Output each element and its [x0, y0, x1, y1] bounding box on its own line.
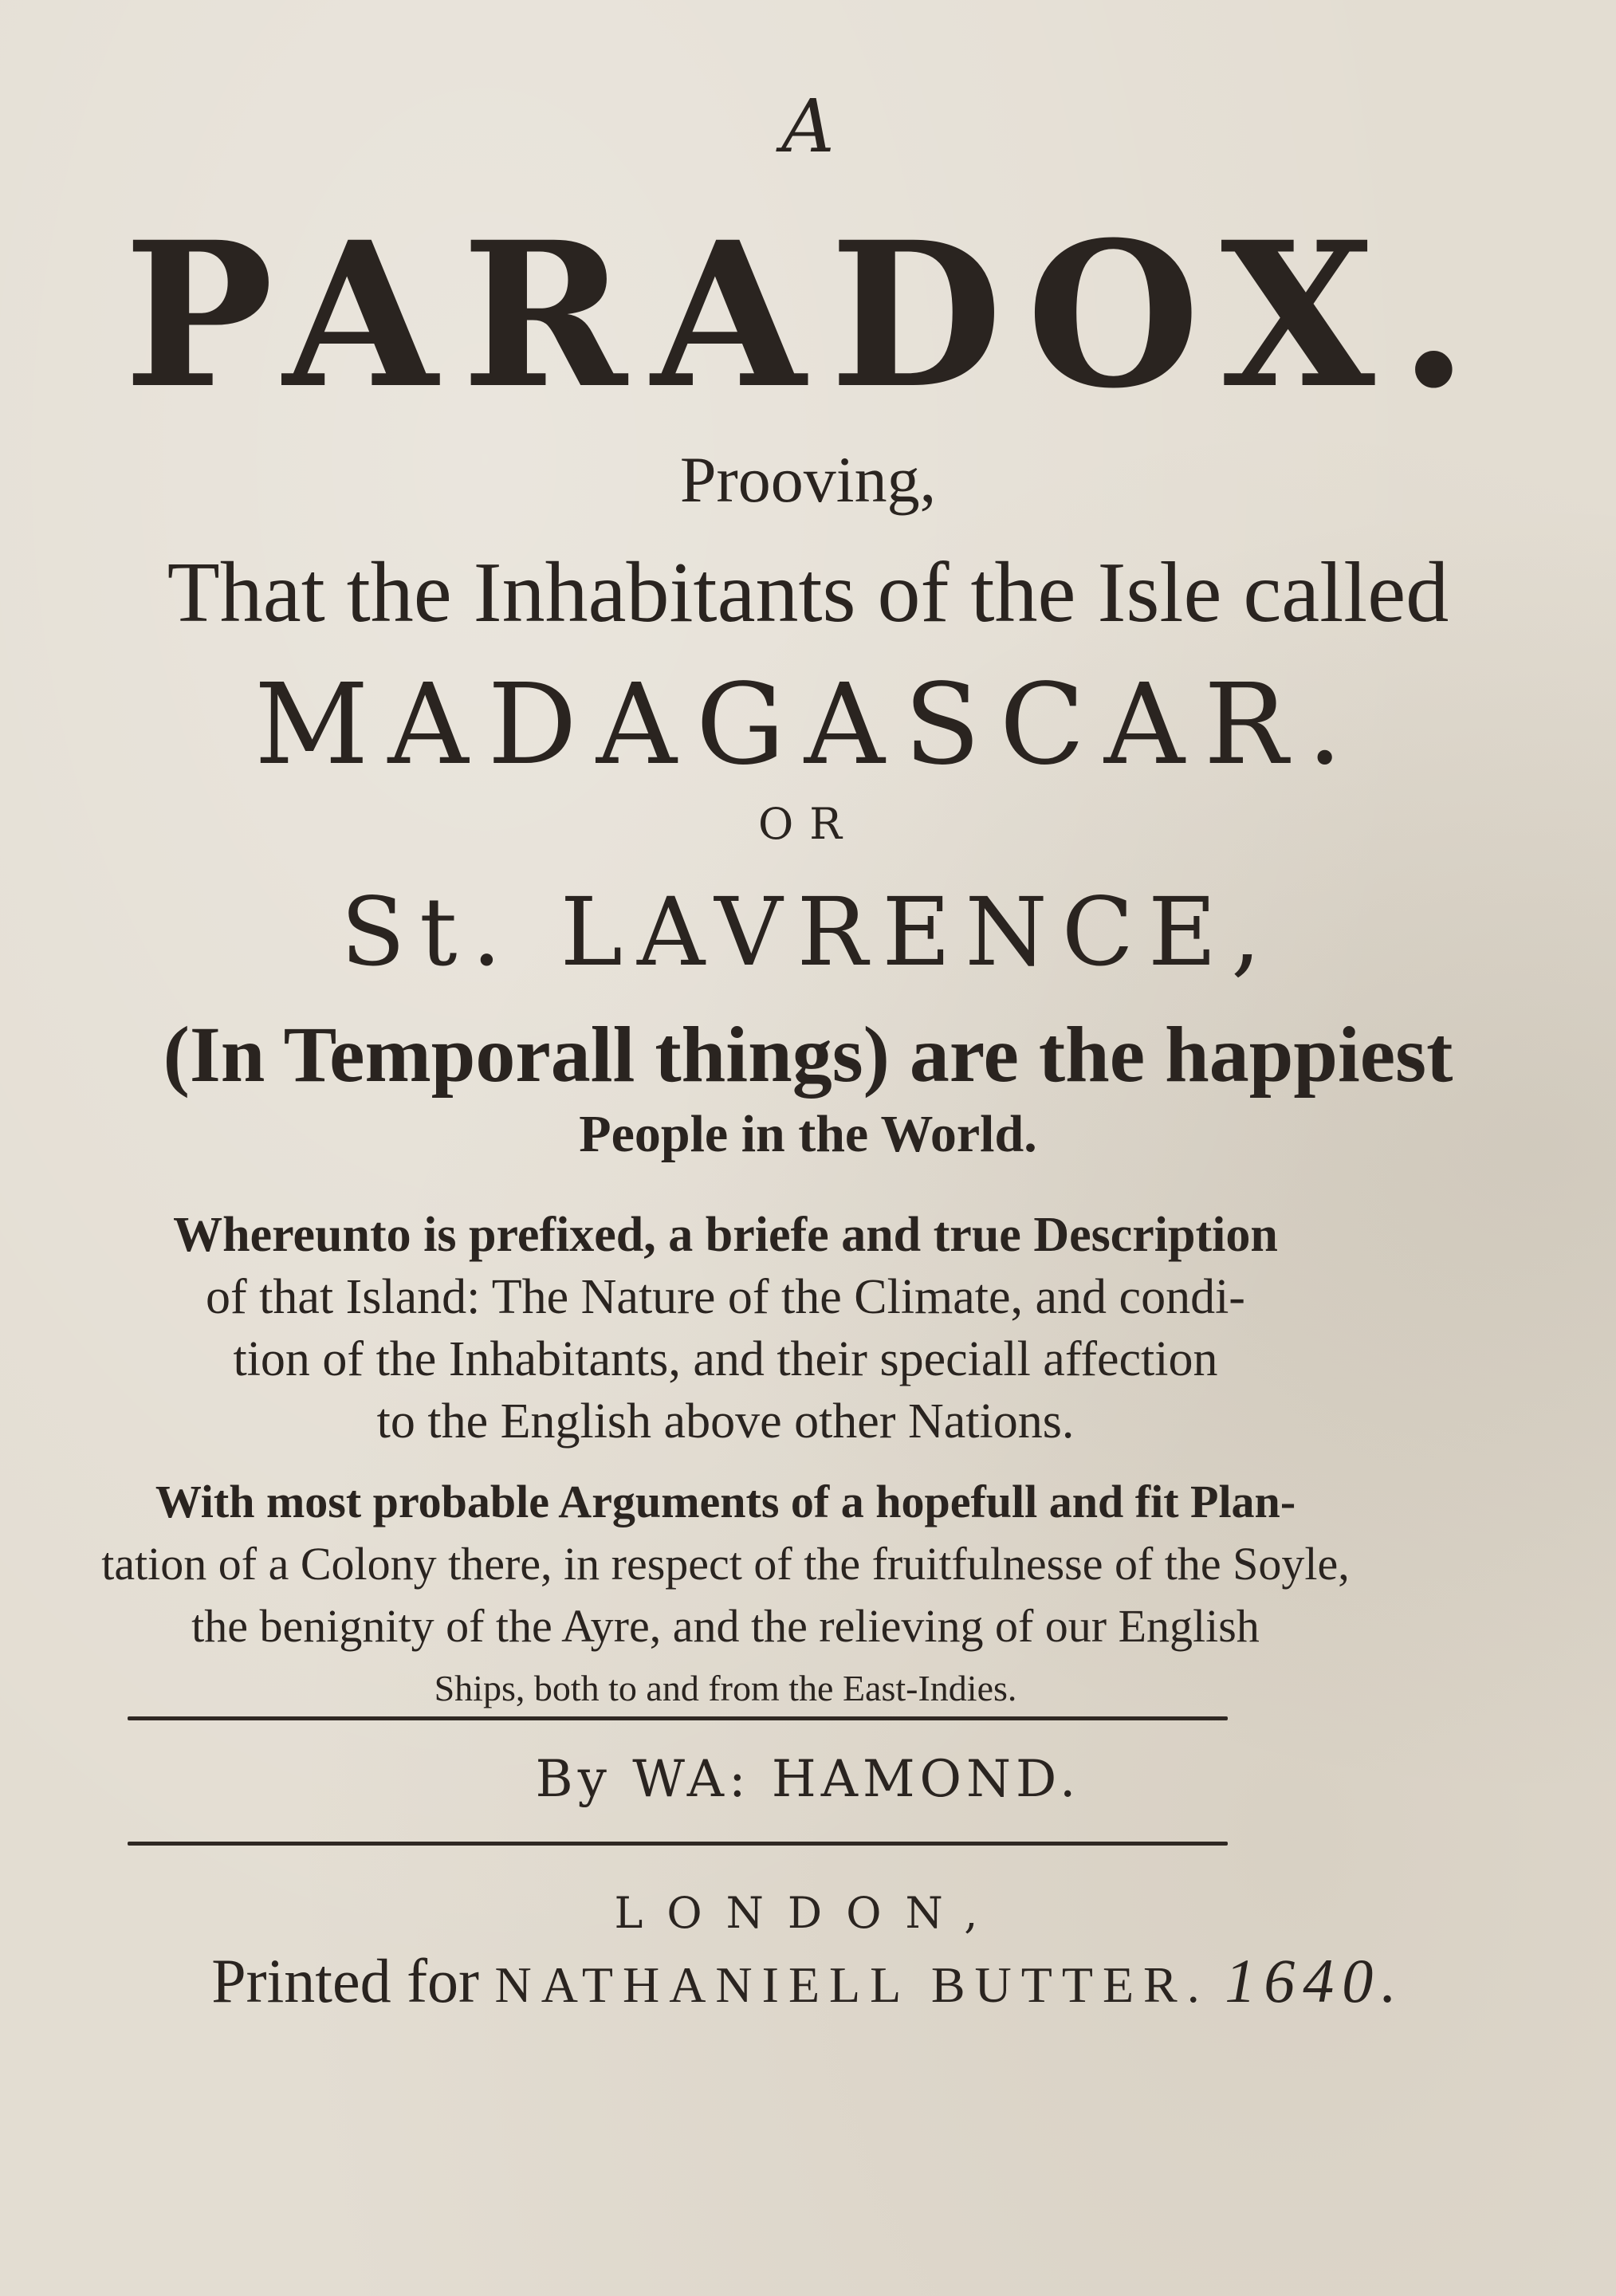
description-line: tion of the Inhabitants, and their speciall affection	[233, 1332, 1218, 1386]
arguments-line: the benignity of the Ayre, and the relieving of our English	[191, 1600, 1260, 1652]
claim-line: (In Temporall things) are the happiest	[163, 1010, 1453, 1099]
description-line: Whereunto is prefixed, a briefe and true Description	[173, 1208, 1278, 1262]
arguments-line: tation of a Colony there, in respect of the fruitfulnesse of the Soyle,	[101, 1538, 1350, 1590]
description-line: of that Island: The Nature of the Climate, and condi-	[206, 1270, 1245, 1324]
arguments-line: With most probable Arguments of a hopefull and fit Plan-	[155, 1476, 1296, 1527]
place-name: MADAGASCAR.	[254, 660, 1362, 790]
imprint-city: LONDON,	[614, 1888, 1002, 1938]
claim-line-2: People in the World.	[579, 1105, 1037, 1163]
subtitle-intro: Prooving,	[679, 443, 937, 516]
imprint-printer: NATHANIELL BUTTER.	[494, 1956, 1209, 2013]
main-title: PARADOX.	[124, 198, 1492, 432]
title-article: A	[781, 84, 835, 169]
divider-rule	[128, 1842, 1228, 1846]
author-line: By WA: HAMOND.	[535, 1750, 1081, 1809]
arguments-paragraph	[80, 1471, 1371, 1720]
divider-rule	[128, 1716, 1228, 1720]
description-line: to the English above other Nations.	[376, 1394, 1075, 1449]
imprint-year: 1640.	[1225, 1946, 1405, 2015]
description-paragraph	[80, 1204, 1371, 1453]
conjunction: OR	[758, 799, 858, 849]
arguments-line: Ships, both to and from the East-Indies.	[434, 1668, 1017, 1708]
subtitle-line: That the Inhabitants of the Isle called	[167, 545, 1449, 640]
imprint-line	[0, 1945, 1616, 2017]
alt-place-name: St. LAVRENCE,	[340, 877, 1276, 987]
imprint-prefix: Printed for	[211, 1946, 480, 2015]
